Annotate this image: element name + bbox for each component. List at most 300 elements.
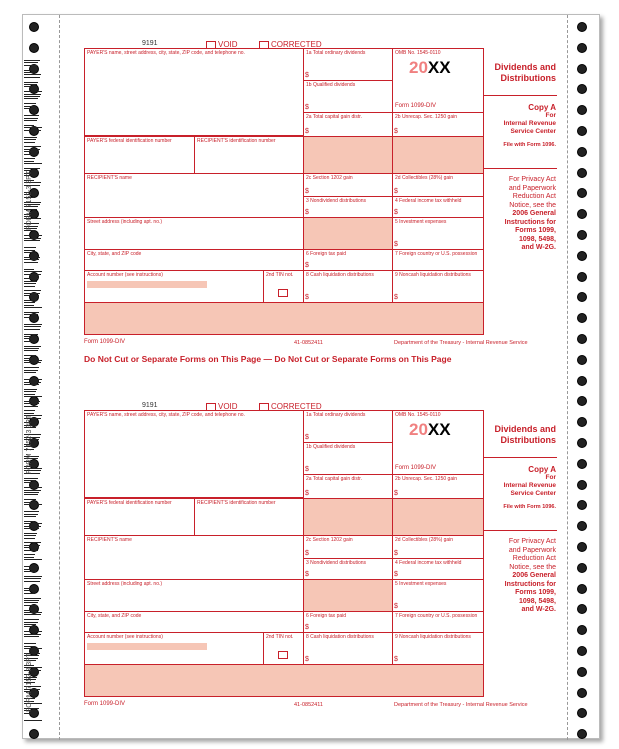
barcode-bar <box>24 571 36 572</box>
box-4[interactable] <box>392 196 484 218</box>
privacy-divider <box>484 530 557 531</box>
privacy-4: Notice, see the <box>509 201 556 209</box>
barcode-bar <box>24 125 34 126</box>
box-2a-label: 2a Total capital gain distr. <box>306 476 363 482</box>
box-1a[interactable] <box>303 48 393 81</box>
barcode-bar <box>24 336 36 337</box>
box-5-label: 5 Investment expenses <box>395 219 447 225</box>
title-line-2: Distributions <box>500 73 556 83</box>
box-1a[interactable] <box>303 410 393 443</box>
tractor-hole <box>577 417 587 427</box>
privacy-8: 1098, 5498, <box>519 597 556 605</box>
barcode-bar <box>24 60 40 61</box>
box-9[interactable] <box>392 632 484 665</box>
barcode-bar <box>24 91 42 92</box>
barcode-bar <box>24 367 39 368</box>
barcode-bar <box>24 410 35 411</box>
barcode-bar <box>24 492 39 493</box>
barcode-bar <box>24 403 39 404</box>
footer-dept: Department of the Treasury - Internal Revenue Service <box>394 702 528 708</box>
barcode-bar <box>24 86 35 87</box>
barcode-bar <box>24 494 38 495</box>
barcode-bar <box>24 502 35 503</box>
tractor-hole <box>577 188 587 198</box>
barcode-bar <box>24 317 37 318</box>
barcode-bar <box>24 278 38 279</box>
barcode-bar <box>24 482 35 483</box>
tax-year <box>409 58 451 77</box>
barcode-bar <box>24 324 42 325</box>
copy-a-block <box>484 104 556 149</box>
barcode-bar <box>24 631 42 632</box>
barcode-bar <box>24 108 34 109</box>
account-number-box[interactable] <box>84 632 264 665</box>
box-9-label: 9 Noncash liquidation distributions <box>395 634 471 640</box>
copy-for: For <box>545 112 556 119</box>
barcode-bar <box>24 274 41 275</box>
privacy-3: Reduction Act <box>512 193 556 200</box>
tractor-hole <box>577 667 587 677</box>
barcode-bar <box>24 499 36 500</box>
barcode-bar <box>24 634 41 635</box>
barcode-bar <box>24 384 39 385</box>
shaded-box <box>303 217 393 250</box>
payer-label: PAYER'S name, street address, city, state, ZIP code, and telephone no. <box>87 50 245 56</box>
barcode-bar <box>24 612 42 613</box>
privacy-5: 2006 General <box>512 572 556 579</box>
privacy-7: Forms 1099, <box>515 589 556 596</box>
barcode-bar <box>24 372 36 373</box>
barcode-bar <box>24 396 42 397</box>
barcode-bar <box>24 98 38 99</box>
tractor-hole <box>577 604 587 614</box>
dollar-sign: $ <box>305 466 309 473</box>
barcode-bar <box>24 106 35 107</box>
box-7-label: 7 Foreign country or U.S. possession <box>395 613 478 619</box>
dollar-sign: $ <box>394 209 398 216</box>
box-8-label: 8 Cash liquidation distributions <box>306 272 374 278</box>
barcode-bar <box>24 542 41 543</box>
box-6-label: 6 Foreign tax paid <box>306 251 347 257</box>
barcode-bar <box>24 230 35 231</box>
barcode-bar <box>24 622 38 623</box>
barcode-bar <box>24 149 40 150</box>
barcode-bar <box>24 514 38 515</box>
left-stub <box>24 0 54 725</box>
privacy-6: Instructions for <box>504 580 556 588</box>
barcode-bar <box>24 487 42 488</box>
barcode-bar <box>24 605 37 606</box>
tractor-hole <box>577 251 587 261</box>
barcode-bar <box>24 271 42 272</box>
barcode-bar <box>24 235 42 236</box>
privacy-4: Notice, see the <box>509 563 556 571</box>
account-label: Account number (see instructions) <box>87 634 163 640</box>
tractor-hole <box>577 84 587 94</box>
box-6[interactable] <box>303 611 393 633</box>
box-5[interactable] <box>392 579 484 612</box>
payer-name-box[interactable] <box>84 48 304 136</box>
form-label: Form 1099-DIV <box>395 465 437 471</box>
dollar-sign: $ <box>305 624 309 631</box>
year-prefix: 20 <box>409 420 428 439</box>
barcode-bar <box>24 547 39 548</box>
box-2c[interactable] <box>303 535 393 559</box>
account-line <box>87 281 207 288</box>
footer-dept: Department of the Treasury - Internal Revenue Service <box>394 340 528 346</box>
tractor-hole <box>577 625 587 635</box>
tractor-hole <box>577 147 587 157</box>
box-2b-label: 2b Unrecap. Sec. 1250 gain <box>395 476 457 482</box>
barcode-bar <box>24 626 35 627</box>
barcode-bar <box>24 137 37 138</box>
dollar-sign: $ <box>305 571 309 578</box>
box-6[interactable] <box>303 249 393 271</box>
barcode-bar <box>24 569 37 570</box>
barcode-bar <box>24 161 34 162</box>
tractor-hole <box>577 521 587 531</box>
barcode-bar <box>24 338 35 339</box>
tractor-hole <box>577 168 587 178</box>
barcode-bar <box>24 247 36 248</box>
tractor-hole <box>577 500 587 510</box>
irs-line-1: Internal Revenue <box>503 482 556 489</box>
year-suffix: XX <box>427 58 451 77</box>
box-1b-label: 1b Qualified dividends <box>306 444 356 450</box>
barcode-bar <box>24 84 37 85</box>
city-box[interactable] <box>84 611 304 633</box>
barcode-bar <box>24 490 41 491</box>
dollar-sign: $ <box>305 656 309 663</box>
barcode-bar <box>24 283 36 284</box>
barcode-bar <box>24 588 36 589</box>
box-4[interactable] <box>392 558 484 580</box>
void-label: VOID <box>218 40 238 49</box>
tractor-hole <box>577 313 587 323</box>
box-3-label: 3 Nondividend distributions <box>306 560 367 566</box>
tractor-hole <box>577 126 587 136</box>
barcode-bar <box>24 163 42 164</box>
barcode-bar <box>24 557 34 558</box>
dollar-sign: $ <box>394 294 398 301</box>
dollar-sign: $ <box>305 72 309 79</box>
box-8-label: 8 Cash liquidation distributions <box>306 634 374 640</box>
box-1b[interactable] <box>303 80 393 113</box>
box-2b[interactable] <box>392 112 484 137</box>
barcode-bar <box>24 154 38 155</box>
barcode-bar <box>24 262 38 263</box>
barcode-bar <box>24 550 38 551</box>
stub-label-middle: FORM 7152-3 3PT <box>26 414 33 474</box>
city-label: City, state, and ZIP code <box>87 251 142 257</box>
barcode-bar <box>24 307 42 308</box>
barcode-bar <box>24 341 34 342</box>
barcode-bar <box>24 370 38 371</box>
barcode-bar <box>24 240 40 241</box>
barcode-bar <box>24 382 41 383</box>
barcode-bar <box>24 713 37 714</box>
title-line-1: Dividends and <box>494 62 556 72</box>
tractor-hole <box>577 542 587 552</box>
box-2a[interactable] <box>303 112 393 137</box>
box-5[interactable] <box>392 217 484 250</box>
street-address-box[interactable] <box>84 217 304 250</box>
tractor-hole <box>577 355 587 365</box>
barcode-bar <box>24 146 41 147</box>
omb-number: OMB No. 1545-0110 <box>395 50 441 56</box>
recipient-name-box[interactable] <box>84 535 304 580</box>
dollar-sign: $ <box>394 128 398 135</box>
footer-form: Form 1099-DIV <box>84 339 126 345</box>
barcode-bar <box>24 300 37 301</box>
tractor-hole <box>577 43 587 53</box>
title-divider <box>484 457 557 458</box>
barcode-bar <box>24 413 34 414</box>
tractor-hole <box>577 292 587 302</box>
privacy-2: and Paperwork <box>508 184 556 192</box>
barcode-bar <box>24 290 41 291</box>
payer-id-label: PAYER'S federal identification number <box>87 138 172 144</box>
recipient-name-box[interactable] <box>84 173 304 218</box>
tractor-hole <box>577 646 587 656</box>
barcode-bar <box>24 250 35 251</box>
recipient-id-label: RECIPIENT'S identification number <box>197 138 276 144</box>
barcode-bar <box>24 610 35 611</box>
barcode-bar <box>24 600 39 601</box>
barcode-bar <box>24 504 42 505</box>
recipient-id-box[interactable] <box>194 136 304 174</box>
shaded-box <box>303 579 393 612</box>
tractor-hole <box>577 480 587 490</box>
barcode-bar <box>24 350 38 351</box>
dollar-sign: $ <box>394 490 398 497</box>
barcode-bar <box>24 648 42 649</box>
title-line-1: Dividends and <box>494 424 556 434</box>
box-8[interactable] <box>303 270 393 303</box>
tractor-hole <box>577 209 587 219</box>
form-title <box>484 62 556 84</box>
privacy-6: Instructions for <box>504 218 556 226</box>
privacy-block <box>484 176 556 253</box>
barcode-bar <box>24 103 36 104</box>
shaded-bottom-band <box>84 302 484 335</box>
form-title <box>484 424 556 446</box>
barcode-bar <box>24 94 41 95</box>
tractor-hole <box>577 708 587 718</box>
barcode-bar <box>24 269 34 270</box>
dollar-sign: $ <box>305 188 309 195</box>
file-with: File with Form 1096. <box>503 142 556 148</box>
barcode-bar <box>24 77 40 78</box>
barcode-bar <box>24 401 40 402</box>
dollar-sign: $ <box>305 490 309 497</box>
form-id-number: 9191 <box>142 402 158 409</box>
box-2a[interactable] <box>303 474 393 499</box>
barcode-bar <box>24 96 40 97</box>
box-7[interactable] <box>392 249 484 271</box>
box-2b-label: 2b Unrecap. Sec. 1250 gain <box>395 114 457 120</box>
payer-id-label: PAYER'S federal identification number <box>87 500 172 506</box>
barcode-bar <box>24 139 36 140</box>
tractor-hole <box>577 22 587 32</box>
tin-label: 2nd TIN not. <box>266 634 294 640</box>
box-8[interactable] <box>303 632 393 665</box>
box-2b[interactable] <box>392 474 484 499</box>
dollar-sign: $ <box>305 262 309 269</box>
box-1b[interactable] <box>303 442 393 475</box>
privacy-2: and Paperwork <box>508 546 556 554</box>
barcode-bar <box>24 65 37 66</box>
barcode-bar <box>24 329 40 330</box>
year-prefix: 20 <box>409 58 428 77</box>
barcode-bar <box>24 535 36 536</box>
barcode-bar <box>24 602 38 603</box>
box-1a-label: 1a Total ordinary dividends <box>306 412 366 418</box>
barcode-bar <box>24 305 34 306</box>
box-2d-label: 2d Collectibles (28%) gain <box>395 537 454 543</box>
account-number-box[interactable] <box>84 270 264 303</box>
barcode-bar <box>24 614 41 615</box>
box-1a-label: 1a Total ordinary dividends <box>306 50 366 56</box>
shaded-box <box>303 498 393 536</box>
barcode-bar <box>24 394 35 395</box>
barcode-bar <box>24 478 38 479</box>
copy-a: Copy A <box>528 103 556 112</box>
payer-id-box[interactable] <box>84 498 195 536</box>
barcode-bar <box>24 566 38 567</box>
dollar-sign: $ <box>305 550 309 557</box>
void-label: VOID <box>218 402 238 411</box>
tractor-hole <box>577 563 587 573</box>
shaded-bottom-band <box>84 664 484 697</box>
barcode-bar <box>24 360 42 361</box>
barcode-bar <box>24 643 36 644</box>
dollar-sign: $ <box>394 188 398 195</box>
barcode-bar <box>24 238 41 239</box>
privacy-1: For Privacy Act <box>508 538 556 545</box>
privacy-9: and W-2G. <box>521 244 556 251</box>
title-divider <box>484 95 557 96</box>
recipient-id-box[interactable] <box>194 498 304 536</box>
barcode-bar <box>24 257 40 258</box>
box-4-label: 4 Federal income tax withheld <box>395 198 462 204</box>
corrected-label: CORRECTED <box>271 402 322 411</box>
copy-a: Copy A <box>528 465 556 474</box>
barcode-bar <box>24 523 42 524</box>
footer-cat: 41-0852411 <box>294 340 323 346</box>
tractor-hole <box>577 272 587 282</box>
box-2c-label: 2c Section 1202 gain <box>306 175 353 181</box>
tin-checkbox[interactable] <box>278 651 288 659</box>
city-box[interactable] <box>84 249 304 271</box>
right-tractor-holes <box>572 0 594 725</box>
irs-line-2: Service Center <box>510 128 556 135</box>
recipient-name-label: RECIPIENT'S name <box>87 175 132 181</box>
shaded-box <box>392 136 484 174</box>
box-2d[interactable] <box>392 173 484 197</box>
privacy-1: For Privacy Act <box>508 176 556 183</box>
barcode-bar <box>24 590 35 591</box>
second-tin-box[interactable] <box>263 270 304 303</box>
right-perforation <box>567 15 568 740</box>
barcode-bar <box>24 326 41 327</box>
barcode-bar <box>24 70 35 71</box>
barcode-bar <box>24 578 41 579</box>
tractor-hole <box>577 105 587 115</box>
title-line-2: Distributions <box>500 435 556 445</box>
barcode-bar <box>24 74 41 75</box>
shaded-box <box>392 498 484 536</box>
barcode-bar <box>24 252 34 253</box>
omb-number: OMB No. 1545-0110 <box>395 412 441 418</box>
tractor-hole <box>577 64 587 74</box>
box-4-label: 4 Federal income tax withheld <box>395 560 462 566</box>
box-2c[interactable] <box>303 173 393 197</box>
barcode-bar <box>24 389 37 390</box>
barcode-bar <box>24 168 40 169</box>
box-7[interactable] <box>392 611 484 633</box>
payer-id-box[interactable] <box>84 136 195 174</box>
copy-a-block <box>484 466 556 511</box>
footer-form: Form 1099-DIV <box>84 701 126 707</box>
tractor-hole <box>577 584 587 594</box>
barcode-bar <box>24 526 41 527</box>
box-2d[interactable] <box>392 535 484 559</box>
barcode-bar <box>24 559 42 560</box>
dollar-sign: $ <box>394 571 398 578</box>
payer-name-box[interactable] <box>84 410 304 498</box>
barcode-bar <box>24 142 35 143</box>
box-3[interactable] <box>303 558 393 580</box>
street-label: Street address (including apt. no.) <box>87 581 163 587</box>
form-label: Form 1099-DIV <box>395 103 437 109</box>
barcode-bar <box>24 120 37 121</box>
barcode-bar <box>24 281 37 282</box>
barcode-bar <box>24 406 38 407</box>
barcode-bar <box>24 521 34 522</box>
tin-checkbox[interactable] <box>278 289 288 297</box>
street-address-box[interactable] <box>84 579 304 612</box>
privacy-3: Reduction Act <box>512 555 556 562</box>
barcode-bar <box>24 346 41 347</box>
year-suffix: XX <box>427 420 451 439</box>
omb-year-box <box>392 410 484 475</box>
barcode-bar <box>24 362 41 363</box>
recipient-name-label: RECIPIENT'S name <box>87 537 132 543</box>
barcode-bar <box>24 130 41 131</box>
city-label: City, state, and ZIP code <box>87 613 142 619</box>
barcode-bar <box>24 720 42 721</box>
barcode-bar <box>24 151 39 152</box>
box-9[interactable] <box>392 270 484 303</box>
dollar-sign: $ <box>305 434 309 441</box>
barcode-bar <box>24 545 40 546</box>
barcode-bar <box>24 554 35 555</box>
box-5-label: 5 Investment expenses <box>395 581 447 587</box>
tractor-hole <box>577 459 587 469</box>
corrected-label: CORRECTED <box>271 40 322 49</box>
box-3[interactable] <box>303 196 393 218</box>
second-tin-box[interactable] <box>263 632 304 665</box>
privacy-divider <box>484 168 557 169</box>
barcode-bar <box>24 355 36 356</box>
tractor-hole <box>577 334 587 344</box>
street-label: Street address (including apt. no.) <box>87 219 163 225</box>
barcode-bar <box>24 348 39 349</box>
file-with: File with Form 1096. <box>503 504 556 510</box>
barcode-bar <box>24 72 34 73</box>
privacy-block <box>484 538 556 615</box>
